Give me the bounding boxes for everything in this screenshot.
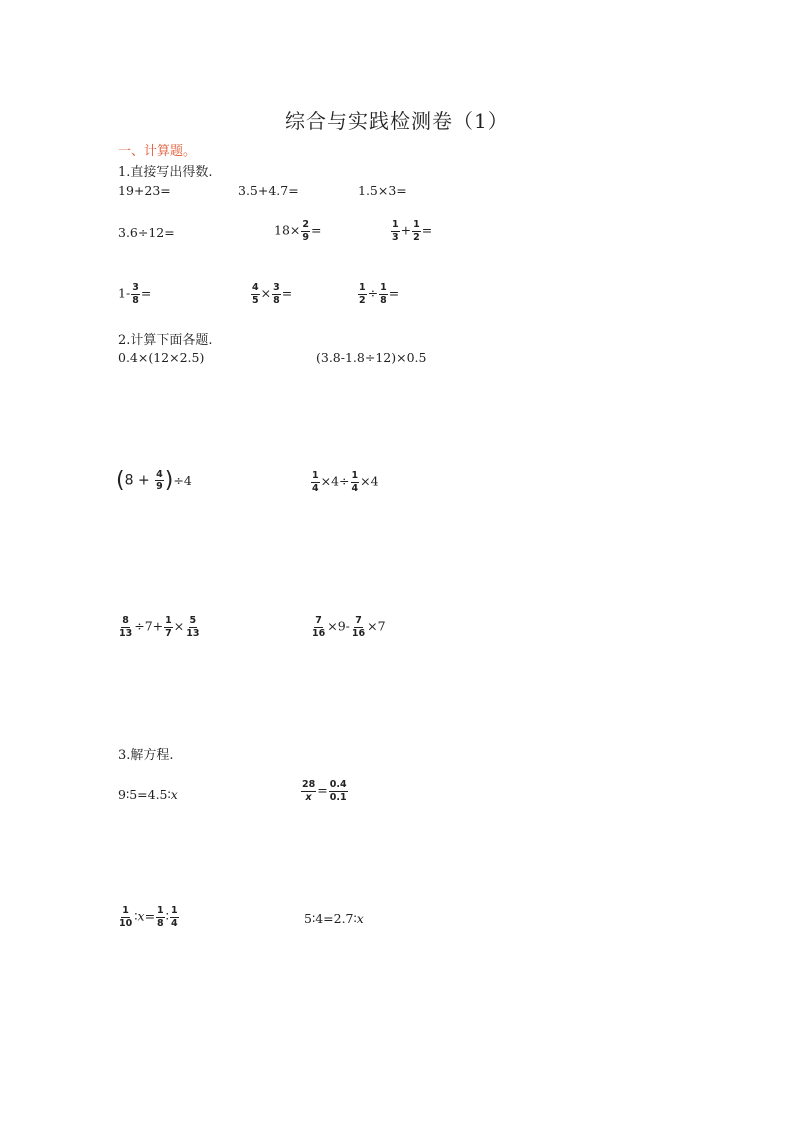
denominator: 10	[119, 917, 133, 929]
fraction	[251, 283, 260, 305]
fraction	[131, 283, 140, 305]
q3-heading: 3.解方程.	[118, 748, 174, 763]
denominator: 8	[380, 294, 387, 306]
fraction	[164, 616, 173, 638]
q1-r2-a: 3.6÷12=	[118, 225, 175, 240]
fraction	[170, 906, 179, 928]
fraction	[118, 906, 133, 928]
operator: ×	[260, 285, 272, 301]
text: =	[388, 285, 400, 301]
q1-r3-a	[118, 283, 151, 305]
fraction	[391, 220, 400, 242]
denominator: 16	[351, 627, 366, 639]
numerator: 1	[359, 282, 366, 293]
q2-e1: 0.4×(12×2.5)	[118, 350, 205, 365]
denominator: 4	[170, 917, 178, 929]
fraction	[358, 283, 367, 305]
numerator: 1	[380, 282, 387, 293]
operator: =	[317, 782, 328, 798]
q3-eq1	[118, 787, 178, 802]
fraction	[351, 471, 360, 493]
q1-r3-c	[357, 283, 399, 305]
q1-r1-c: 1.5×3=	[358, 183, 407, 198]
fraction	[379, 283, 388, 305]
denominator: 4	[312, 482, 319, 494]
text: ×9-	[327, 618, 350, 634]
q2-e4	[310, 471, 379, 493]
q1-heading: 1.直接写出得数.	[118, 165, 213, 180]
numerator: 3	[132, 282, 139, 293]
variable: x	[356, 911, 364, 926]
denominator: 13	[186, 627, 200, 639]
page-title: 综合与实践检测卷（1）	[285, 109, 509, 133]
denominator: 16	[312, 627, 326, 639]
section-heading: 一、计算题。	[118, 144, 197, 159]
numerator: 4	[156, 468, 163, 480]
numerator: 1	[312, 470, 319, 481]
q3-eq4	[304, 911, 364, 926]
numerator: 3	[273, 282, 280, 293]
right-paren: )	[164, 468, 174, 493]
denominator: 4	[351, 482, 359, 494]
numerator: 1	[165, 615, 172, 626]
denominator: 3	[392, 231, 399, 243]
variable: x	[170, 787, 178, 802]
denominator: 8	[157, 917, 164, 929]
operator: ÷	[367, 285, 379, 301]
numerator: 4	[252, 282, 259, 293]
fraction	[185, 616, 200, 638]
text: ÷4	[173, 473, 192, 488]
q2-e2: (3.8-1.8÷12)×0.5	[316, 350, 427, 365]
q2-e5	[117, 616, 201, 638]
fraction	[329, 780, 348, 802]
numerator: 1	[351, 470, 359, 481]
numerator: 1	[170, 905, 178, 916]
denominator: 9	[302, 231, 310, 243]
text: ÷7+	[134, 618, 164, 634]
text: ∶	[134, 908, 138, 924]
text: =	[140, 285, 152, 301]
fraction	[311, 616, 326, 638]
fraction	[412, 220, 421, 242]
numerator: 7	[355, 615, 362, 626]
operator: ×	[173, 618, 185, 634]
fraction	[351, 616, 366, 638]
numerator: 8	[122, 615, 129, 626]
variable: x	[137, 908, 145, 924]
denominator: x	[305, 791, 312, 803]
denominator: 8	[273, 294, 280, 306]
text: 8 +	[124, 472, 155, 489]
q2-e3	[116, 468, 192, 493]
text: 5∶4=2.7∶	[304, 911, 357, 926]
text: ∶	[165, 908, 169, 924]
numerator: 28	[302, 779, 316, 790]
text: ×4÷	[320, 473, 350, 489]
denominator: 8	[132, 294, 139, 306]
numerator: 7	[315, 615, 322, 626]
text: 9∶5=4.5∶	[118, 787, 171, 802]
fraction	[156, 906, 165, 928]
fraction	[118, 616, 133, 638]
numerator: 2	[302, 219, 310, 230]
numerator: 1	[413, 219, 420, 230]
fraction	[155, 470, 164, 492]
denominator: 0.1	[329, 791, 347, 803]
denominator: 2	[359, 294, 366, 306]
text: =	[421, 222, 433, 238]
text: 18×	[274, 222, 301, 238]
denominator: 13	[119, 627, 133, 639]
fraction	[311, 471, 320, 493]
denominator: 5	[252, 294, 259, 306]
text: 1-	[118, 285, 131, 301]
q3-eq3	[117, 906, 180, 928]
q2-heading: 2.计算下面各题.	[118, 333, 213, 348]
q1-r2-b	[274, 220, 322, 242]
q2-e6	[310, 616, 386, 638]
fraction	[301, 780, 316, 802]
numerator: 1	[392, 219, 399, 230]
denominator: 9	[156, 481, 163, 492]
text: =	[311, 222, 322, 238]
q1-r3-b	[250, 283, 292, 305]
text: ×7	[367, 618, 386, 634]
numerator: 5	[189, 615, 197, 626]
fraction	[301, 220, 310, 242]
numerator: 1	[157, 905, 164, 916]
q1-r1-b: 3.5+4.7=	[238, 183, 299, 198]
q3-eq2	[300, 780, 349, 802]
left-paren: (	[116, 468, 125, 493]
q1-r2-c	[390, 220, 432, 242]
denominator: 7	[165, 627, 172, 639]
numerator: 0.4	[329, 779, 347, 790]
q1-r1-a: 19+23=	[118, 183, 171, 198]
numerator: 1	[122, 905, 129, 916]
text: =	[281, 285, 293, 301]
denominator: 2	[413, 231, 420, 243]
operator: =	[144, 908, 156, 924]
fraction	[272, 283, 281, 305]
operator: +	[400, 222, 412, 238]
text: ×4	[360, 473, 379, 489]
